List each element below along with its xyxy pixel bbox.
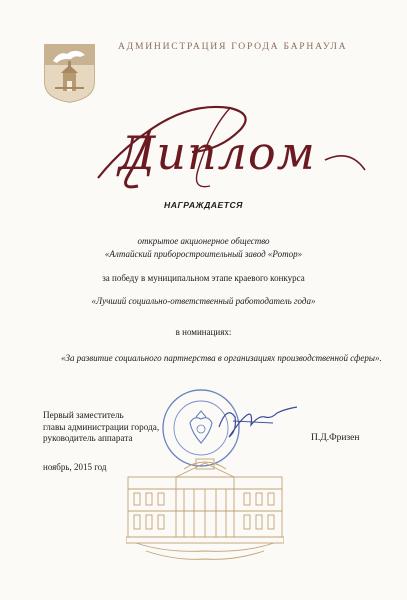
nomination-text: «За развитие социального партнерства в организациях производственной сферы». (61, 353, 382, 363)
position-line-3: руководитель аппарата (43, 433, 133, 443)
header-administration: АДМИНИСТРАЦИЯ ГОРОДА БАРНАУЛА (118, 41, 348, 52)
contest-name: «Лучший социально-ответственный работодатель года» (91, 296, 316, 306)
diploma-title: Диплом (118, 126, 316, 180)
awarded-heading: НАГРАЖДАЕТСЯ (164, 200, 243, 210)
city-hall-building-icon (126, 455, 284, 563)
signer-position (43, 410, 193, 445)
position-line-1: Первый заместитель (43, 410, 124, 420)
handwritten-signature (213, 397, 303, 447)
victory-line: за победу в муниципальном этапе краевого конкурса (102, 273, 305, 283)
signer-name: П.Д.Фризен (311, 433, 360, 443)
nomination-label: в номинациях: (175, 327, 232, 337)
position-line-2: главы администрации города, (43, 421, 160, 432)
issue-date: ноябрь, 2015 год (43, 462, 107, 472)
recipient-line-1: открытое акционерное общество (137, 236, 270, 246)
recipient-line-2: «Алтайский приборостроительный завод «Ротор» (104, 249, 303, 259)
